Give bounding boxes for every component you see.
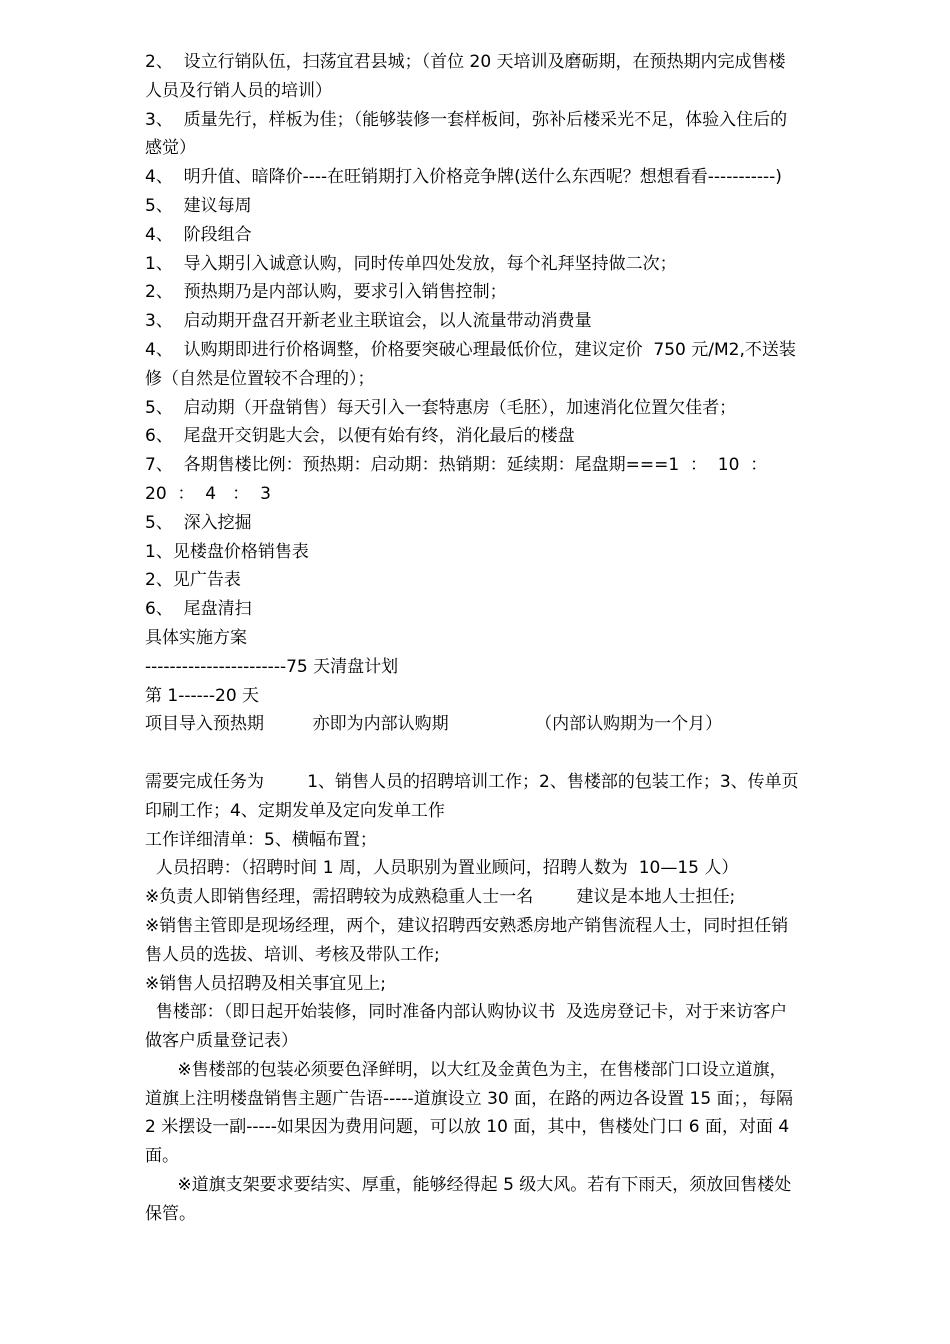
- text-line: 人员及行销人员的培训）: [145, 80, 332, 101]
- text-line: 3、 启动期开盘召开新老业主联谊会，以人流量带动消费量: [145, 311, 592, 332]
- section-heading: 具体实施方案: [145, 627, 247, 648]
- text-line: 第 1------20 天: [145, 685, 260, 706]
- text-line: 2、 设立行销队伍，扫荡宜君县城；（首位 20 天培训及磨砺期，在预热期内完成售楼: [145, 52, 786, 72]
- text-line: 20 ： 4 ： 3: [145, 483, 271, 504]
- text-line: 面。: [145, 1146, 179, 1167]
- text-line: 修（自然是位置较不合理的）；: [145, 368, 375, 389]
- text-line: 需要完成任务为 1、销售人员的招聘培训工作；2、售楼部的包装工作；3、传单页: [145, 771, 799, 792]
- text-line: 做客户质量登记表）: [145, 1031, 298, 1052]
- text-line: 2、见广告表: [145, 570, 241, 591]
- text-line: 2、 预热期乃是内部认购，要求引入销售控制；: [145, 282, 507, 303]
- text-line: 4、 认购期即进行价格调整，价格要突破心理最低价位，建议定价 750 元/M2,不送装: [145, 339, 796, 360]
- text-line: 工作详细清单：5、横幅布置；: [145, 829, 377, 850]
- blank-line: [145, 739, 880, 768]
- text-line: ※售楼部的包装必须要色泽鲜明，以大红及金黄色为主，在售楼部门口设立道旗，: [145, 1059, 787, 1080]
- text-line: ※负责人即销售经理，需招聘较为成熟稳重人士一名 建议是本地人士担任;: [145, 887, 736, 908]
- text-line: ※道旗支架要求要结实、厚重，能够经得起 5 级大风。若有下雨天，须放回售楼处: [145, 1175, 792, 1196]
- text-line: 感觉）: [145, 138, 196, 159]
- text-line: -----------------------75 天清盘计划: [145, 656, 399, 677]
- section-heading: 5、 深入挖掘: [145, 512, 252, 533]
- text-line: 保管。: [145, 1203, 196, 1224]
- text-line: 项目导入预热期 亦即为内部认购期 （内部认购期为一个月）: [145, 714, 723, 735]
- text-line: 1、 导入期引入诚意认购，同时传单四处发放，每个礼拜坚持做二次；: [145, 253, 677, 274]
- section-heading: 6、 尾盘清扫: [145, 599, 252, 620]
- document-body: [145, 48, 880, 1229]
- section-heading: 4、 阶段组合: [145, 224, 252, 245]
- text-line: 6、 尾盘开交钥匙大会，以便有始有终，消化最后的楼盘: [145, 426, 575, 447]
- text-line: 印刷工作；4、定期发单及定向发单工作: [145, 800, 445, 821]
- text-line: 7、 各期售楼比例：预热期：启动期：热销期：延续期：尾盘期===1 ： 10 ：: [145, 455, 768, 476]
- text-line: ※销售主管即是现场经理，两个，建议招聘西安熟悉房地产销售流程人士，同时担任销: [145, 915, 789, 936]
- text-line: 1、见楼盘价格销售表: [145, 541, 309, 562]
- text-line: 5、 启动期（开盘销售）每天引入一套特惠房（毛胚），加速消化位置欠佳者；: [145, 397, 737, 418]
- text-line: 售人员的选拔、培训、考核及带队工作;: [145, 944, 440, 965]
- text-line: 人员招聘：（招聘时间 1 周，人员职别为置业顾问，招聘人数为 10—15 人）: [145, 858, 739, 879]
- text-line: 4、 明升值、暗降价----在旺销期打入价格竞争牌(送什么东西呢？想想看看-----------): [145, 167, 782, 188]
- text-line: ※销售人员招聘及相关事宜见上;: [145, 973, 386, 994]
- text-line: 售楼部：（即日起开始装修，同时准备内部认购协议书 及选房登记卡，对于来访客户: [145, 1002, 788, 1023]
- text-line: 5、 建议每周: [145, 195, 252, 216]
- text-line: 3、 质量先行，样板为佳；（能够装修一套样板间，弥补后楼采光不足，体验入住后的: [145, 109, 788, 130]
- text-line: 道旗上注明楼盘销售主题广告语-----道旗设立 30 面，在路的两边各设置 15 面；，每隔: [145, 1088, 794, 1109]
- text-line: 2 米摆设一副-----如果因为费用问题，可以放 10 面，其中，售楼处门口 6 面，对面 4: [145, 1117, 790, 1138]
